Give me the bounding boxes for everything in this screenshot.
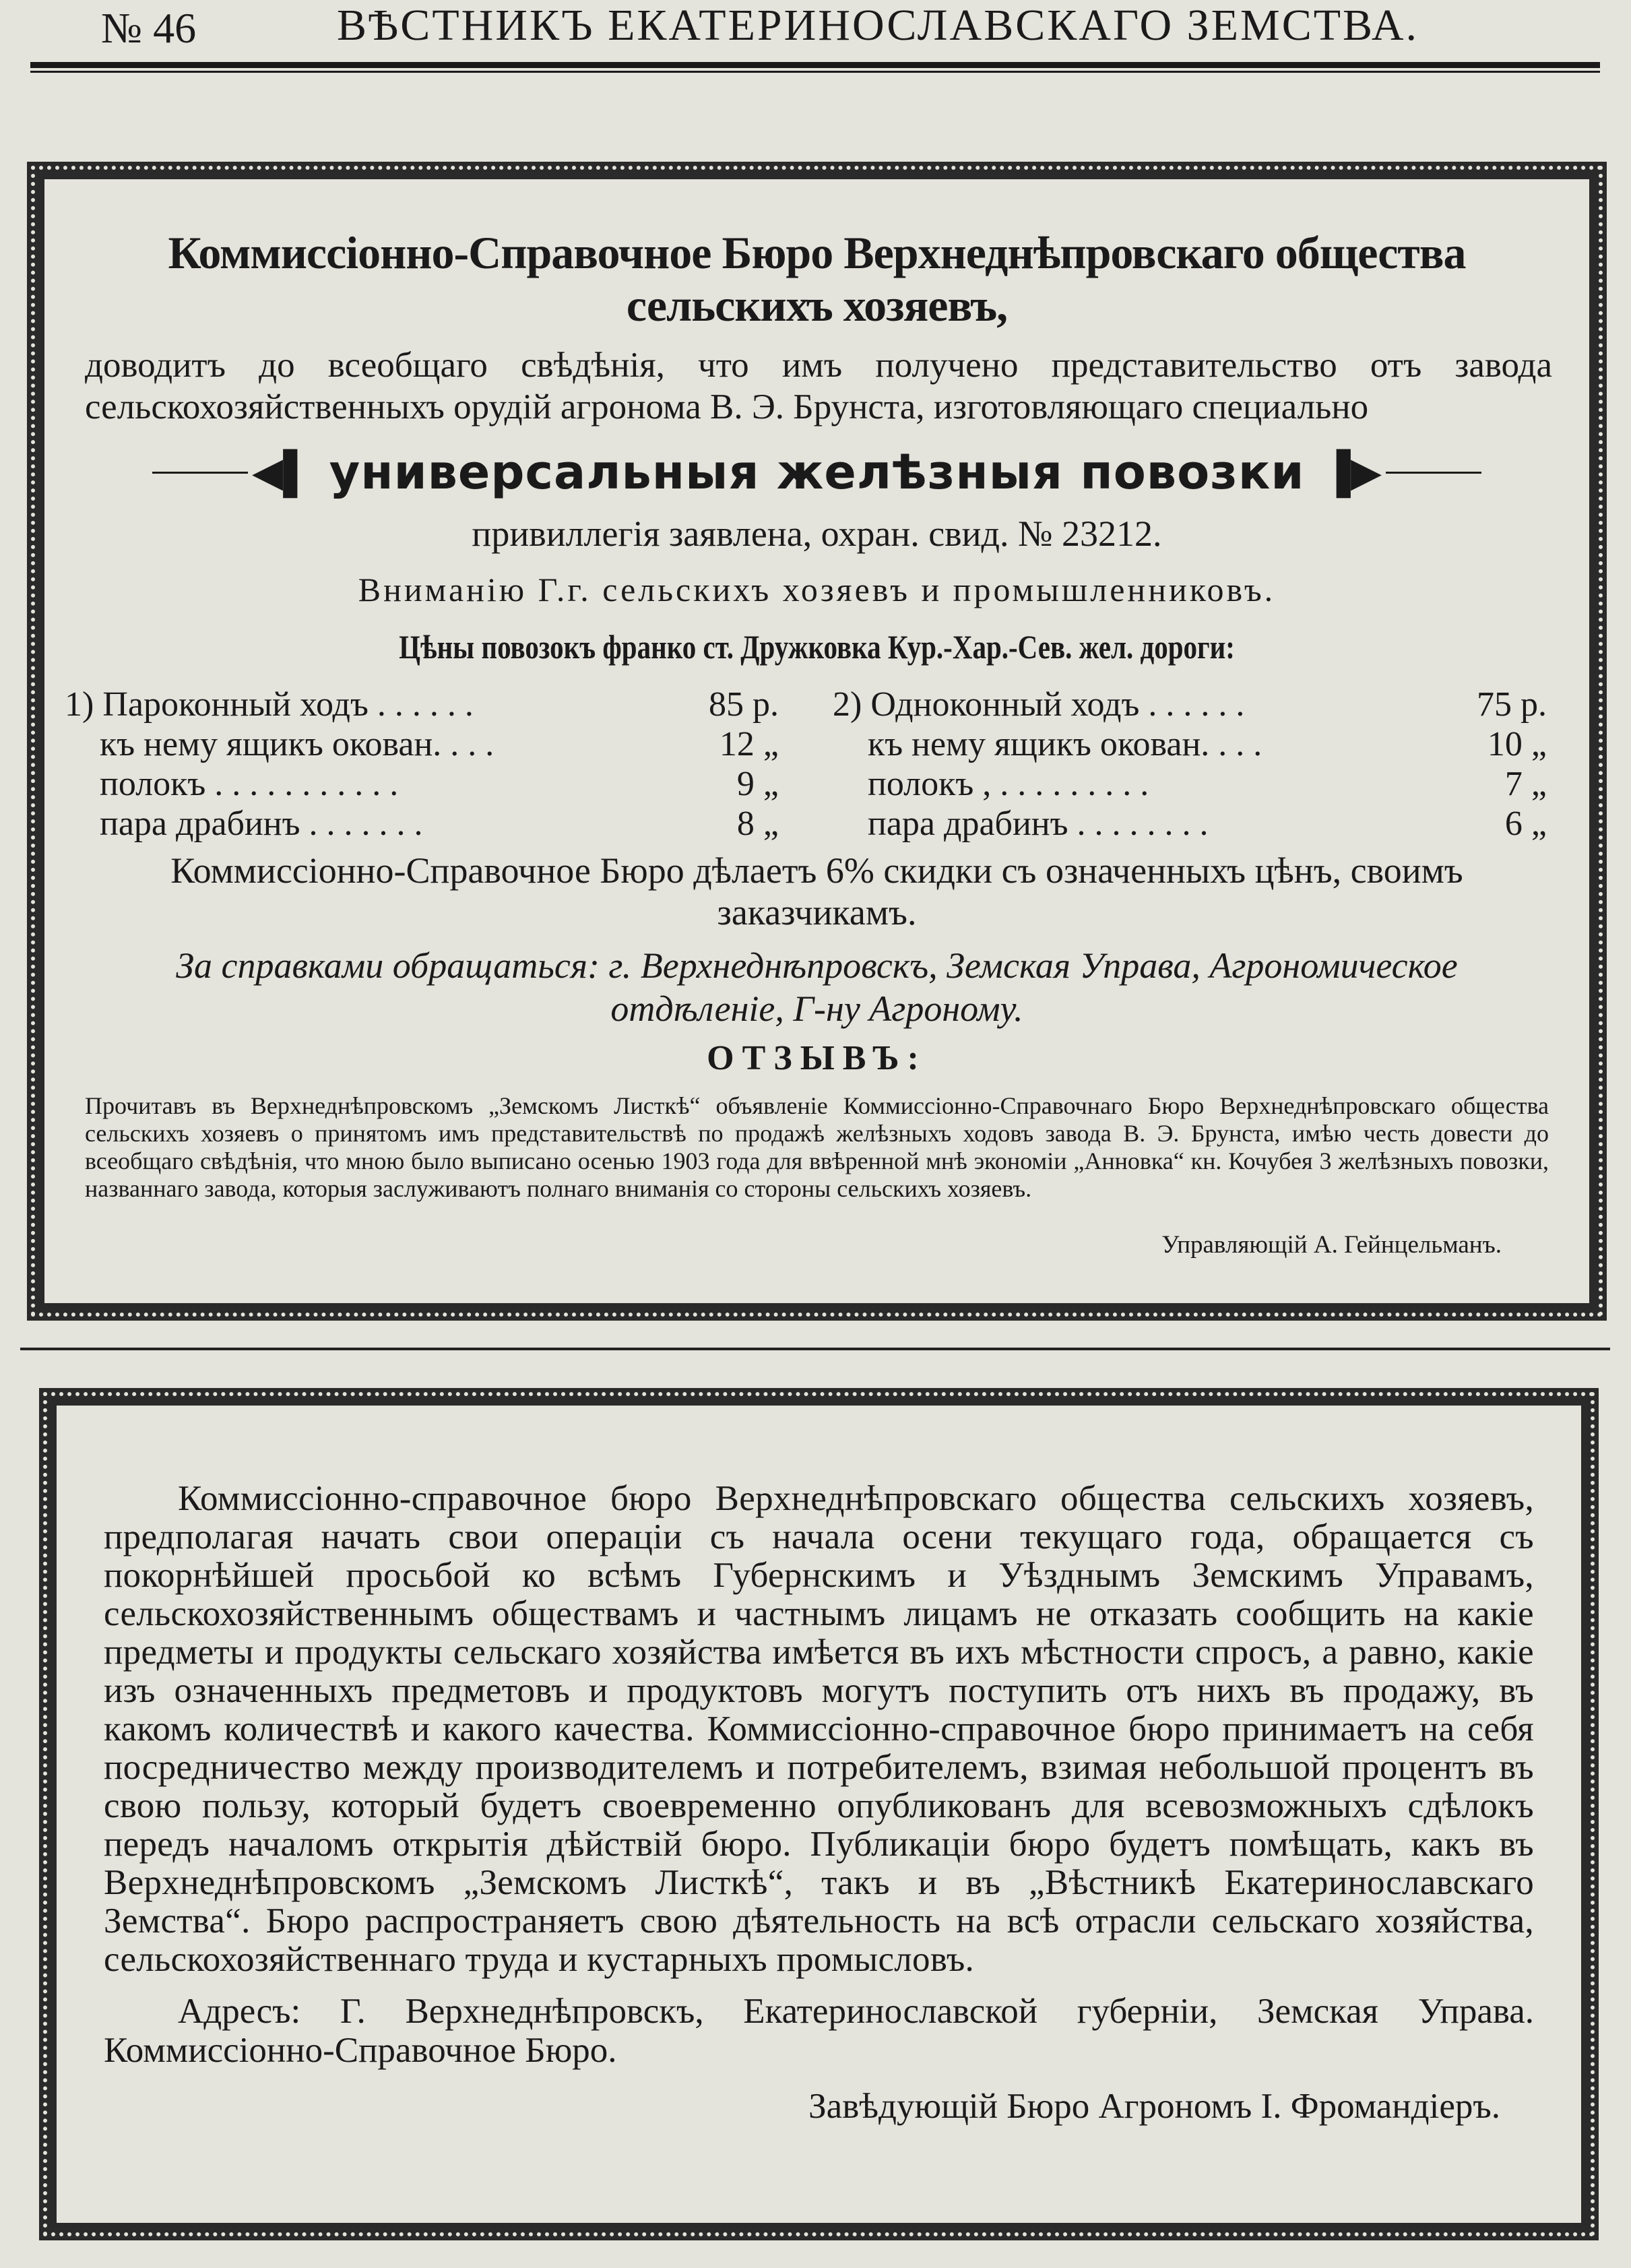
price-label: пара драбинъ . . . . . . . .: [833, 805, 1209, 843]
price-row: [833, 804, 1547, 844]
ad2-address: Адресъ: Г. Верхнеднѣпровскъ, Екатеринославской губерніи, Земская Управа. Коммиссіонно-Справочное Бюро.: [104, 1992, 1534, 2070]
review-heading: ОТЗЫВЪ:: [707, 1039, 927, 1077]
ad1-privilege: привиллегія заявлена, охран. свид. № 23212.: [472, 513, 1162, 554]
advertisement-frame-2: [39, 1388, 1599, 2240]
advertisement-frame-1: [27, 162, 1607, 1321]
section-divider: [20, 1348, 1610, 1350]
price-row: [65, 804, 779, 844]
price-label: пара драбинъ . . . . . . .: [65, 805, 423, 843]
review-signature: Управляющій А. Гейнцельманъ.: [1161, 1231, 1502, 1259]
price-row: [833, 724, 1547, 764]
banner-rule-right: [1386, 472, 1481, 474]
price-list-single-horse: [833, 685, 1547, 844]
price-label: къ нему ящикъ окован. . . .: [833, 725, 1262, 763]
banner-text: универсальныя желѣзныя повозки: [329, 445, 1305, 500]
price-value: 75 р.: [1477, 685, 1547, 724]
price-value: 10 „: [1487, 725, 1547, 763]
price-row: [65, 724, 779, 764]
price-value: 9 „: [736, 765, 779, 803]
price-value: 6 „: [1504, 805, 1547, 843]
ad1-title: Коммиссіонно-Справочное Бюро Верхнеднѣпровскаго общества сельскихъ хозяевъ,: [168, 227, 1466, 331]
price-label: къ нему ящикъ окован. . . .: [65, 725, 494, 763]
price-value: 85 р.: [709, 685, 779, 724]
ad1-intro: доводитъ до всеобщаго свѣдѣнія, что имъ получено представительство отъ завода сельскохозяйственныхъ орудій агронома В. Э. Брунста, изготовляющаго специально: [85, 346, 1552, 427]
hand-right-icon: ▐▶: [1322, 450, 1382, 495]
ad1-prices-title: Цѣны повозокъ франко ст. Дружковка Кур.-Хар.-Сев. жел. дороги:: [399, 628, 1235, 666]
price-label: полокъ , . . . . . . . . .: [833, 765, 1149, 803]
review-text: Прочитавъ въ Верхнеднѣпровскомъ „Земскомъ Листкѣ“ объявленіе Коммиссіонно-Справочнаго Бюро Верхнеднѣпровскаго общества сельскихъ хозяевъ о принятомъ имъ представительствѣ по продажѣ желѣзныхъ ходовъ завода В. Э. Брунста, имѣю честь довести до всеобщаго свѣдѣнія, что мною было выписано осенью 1903 года для ввѣренной мнѣ экономіи „Анновка“ кн. Кочубея 3 желѣзныхъ повозки, названнаго завода, которыя заслуживаютъ полнаго вниманія со стороны сельскихъ хозяевъ.: [85, 1092, 1549, 1202]
ad1-banner: [152, 442, 1481, 503]
ad1-discount: Коммиссіонно-Справочное Бюро дѣлаетъ 6% скидки съ означенныхъ цѣнъ, своимъ заказчикамъ.: [170, 850, 1463, 933]
price-list-pair-horse: [65, 685, 779, 844]
journal-title: ВѢСТНИКЪ ЕКАТЕРИНОСЛАВСКАГО ЗЕМСТВА.: [337, 1, 1419, 50]
page-number: № 46: [101, 4, 197, 52]
header-rule-thick: [30, 62, 1600, 68]
ad2-body: Коммиссіонно-справочное бюро Верхнеднѣпровскаго общества сельскихъ хозяевъ, предполагая начать свои операціи съ начала осени текущаго года, обращается съ покорнѣйшей просьбой ко всѣмъ Губернскимъ и Уѣзднымъ Земскимъ Управамъ, сельскохозяйственнымъ обществамъ и частнымъ лицамъ не отказать сообщить на какіе предметы и продукты сельскаго хозяйства имѣется въ ихъ мѣстности спросъ, а равно, какіе изъ означенныхъ предметовъ и продуктовъ могутъ поступить отъ нихъ въ продажу, въ какомъ количествѣ и какого качества. Коммиссіонно-справочное бюро принимаетъ на себя посредничество между производителемъ и потребителемъ, взимая небольшой процентъ въ свою пользу, который будетъ своевременно опубликованъ для всевозможныхъ сдѣлокъ передъ началомъ открытія дѣйствій бюро. Публикаціи бюро будетъ помѣщать, какъ въ Верхнеднѣпровскомъ „Земскомъ Листкѣ“, такъ и въ „Вѣстникѣ Екатеринославскаго Земства“. Бюро распространяетъ свою дѣятельность на всѣ отрасли сельскаго хозяйства, сельскохозяйственнаго труда и кустарныхъ промысловъ.: [104, 1479, 1534, 1979]
ad1-attention: Вниманію Г.г. сельскихъ хозяевъ и промышленниковъ.: [358, 571, 1276, 608]
price-label: полокъ . . . . . . . . . . .: [65, 765, 399, 803]
price-value: 12 „: [719, 725, 779, 763]
page-header: [0, 0, 1631, 61]
price-row: [65, 764, 779, 804]
header-rule-thin: [30, 71, 1600, 73]
price-label: 2) Одноконный ходъ . . . . . .: [833, 685, 1245, 724]
price-value: 8 „: [736, 805, 779, 843]
hand-left-icon: ◀▌: [251, 450, 312, 495]
price-row: [833, 685, 1547, 724]
price-label: 1) Пароконный ходъ . . . . . .: [65, 685, 474, 724]
banner-rule-left: [152, 472, 248, 474]
ad2-signature: Завѣдующій Бюро Агрономъ І. Фромандіеръ.: [808, 2087, 1500, 2126]
price-row: [833, 764, 1547, 804]
price-row: [65, 685, 779, 724]
ad1-inquiries: За справками обращаться: г. Верхнеднѣпровскъ, Земская Управа, Агрономическое отдѣленіе, Г-ну Агроному.: [176, 945, 1458, 1029]
price-value: 7 „: [1504, 765, 1547, 803]
